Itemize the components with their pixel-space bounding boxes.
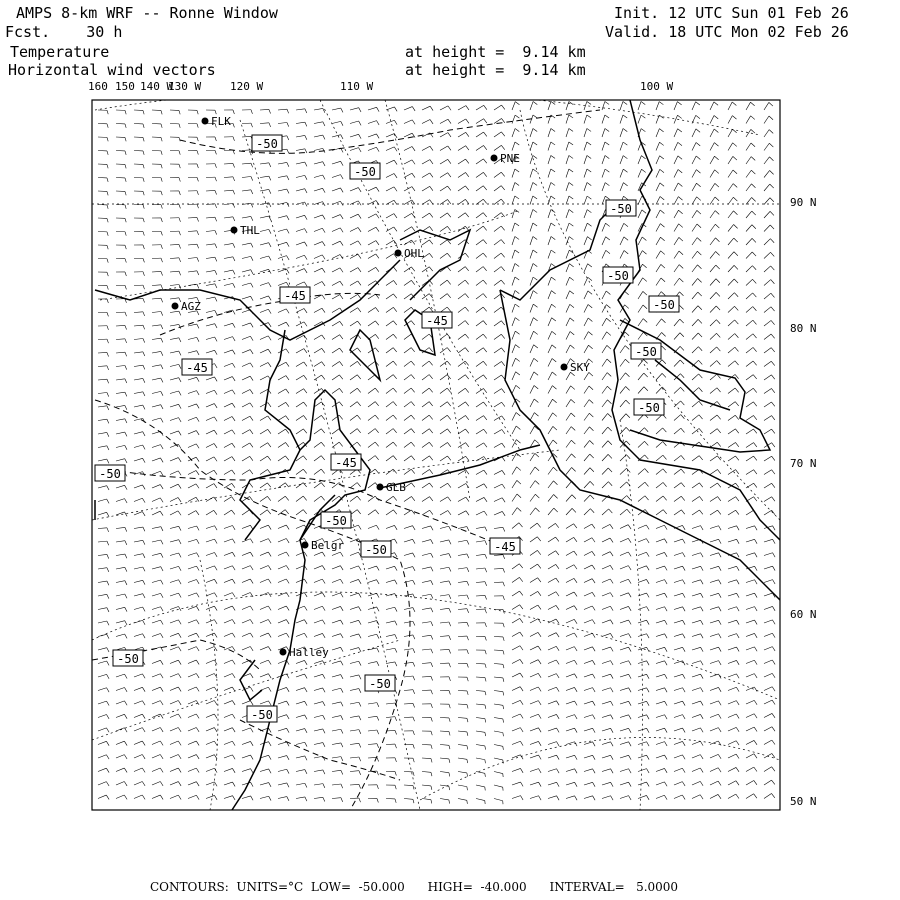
map-frame <box>92 100 780 810</box>
longitude-label: 130 W <box>168 80 202 93</box>
longitude-label: 110 W <box>340 80 374 93</box>
height-label-1: at height = 9.14 km <box>405 43 586 61</box>
latitude-labels <box>790 196 817 808</box>
wind-barbs <box>98 101 775 804</box>
map-title: AMPS 8-km WRF -- Ronne Window <box>16 4 278 22</box>
longitude-label: 150 <box>115 80 135 93</box>
longitude-label: 140 W <box>140 80 174 93</box>
contour-label: -45 <box>335 456 357 470</box>
latitude-label: 90 N <box>790 196 817 209</box>
longitude-label: 160 <box>88 80 108 93</box>
station-label: AGZ <box>181 300 201 313</box>
contour-label: -50 <box>610 202 632 216</box>
contour-label: -50 <box>365 543 387 557</box>
contour-label: -50 <box>653 298 675 312</box>
station-dot <box>280 649 287 656</box>
contour-label: -45 <box>494 540 516 554</box>
contour-info: CONTOURS: UNITS=°C LOW= -50.000 HIGH= -40.000 INTERVAL= 5.0000 <box>150 880 679 894</box>
station-label: FLK <box>211 115 231 128</box>
station-label: OHL <box>404 247 424 260</box>
longitude-label: 120 W <box>230 80 264 93</box>
field-wind-vectors: Horizontal wind vectors <box>8 61 216 79</box>
station-label: Halley <box>289 646 329 659</box>
latitude-label: 50 N <box>790 795 817 808</box>
station-dot <box>561 364 568 371</box>
contour-label: -50 <box>354 165 376 179</box>
station-dot <box>172 303 179 310</box>
station-dot <box>302 542 309 549</box>
field-temperature: Temperature <box>10 43 110 61</box>
station-dot <box>231 227 238 234</box>
station-label: SKY <box>570 361 590 374</box>
contour-label: -50 <box>117 652 139 666</box>
init-time: Init. 12 UTC Sun 01 Feb 26 <box>614 4 849 22</box>
contour-label: -45 <box>186 361 208 375</box>
station-label: GLB <box>386 481 406 494</box>
longitude-labels <box>88 80 673 93</box>
height-label-2: at height = 9.14 km <box>405 61 586 79</box>
station-dot <box>377 484 384 491</box>
forecast-hour: Fcst. 30 h <box>5 23 123 41</box>
contour-label: -50 <box>638 401 660 415</box>
contour-label: -50 <box>99 467 121 481</box>
station-label: Belgr <box>311 539 345 552</box>
contour-label: -50 <box>256 137 278 151</box>
contour-label: -45 <box>284 289 306 303</box>
station-markers <box>172 115 591 659</box>
contour-label: -50 <box>635 345 657 359</box>
valid-time: Valid. 18 UTC Mon 02 Feb 26 <box>605 23 849 41</box>
station-dot <box>491 155 498 162</box>
contour-label: -45 <box>426 314 448 328</box>
contour-label: -50 <box>607 269 629 283</box>
contour-label: -50 <box>251 708 273 722</box>
station-label: PNE <box>500 152 520 165</box>
contour-label: -50 <box>325 514 347 528</box>
longitude-label: 100 W <box>640 80 674 93</box>
latitude-label: 70 N <box>790 457 817 470</box>
station-dot <box>395 250 402 257</box>
contour-label: -50 <box>369 677 391 691</box>
station-dot <box>202 118 209 125</box>
lat-lon-grid <box>92 90 780 810</box>
latitude-label: 80 N <box>790 322 817 335</box>
latitude-label: 60 N <box>790 608 817 621</box>
station-label: THL <box>240 224 260 237</box>
